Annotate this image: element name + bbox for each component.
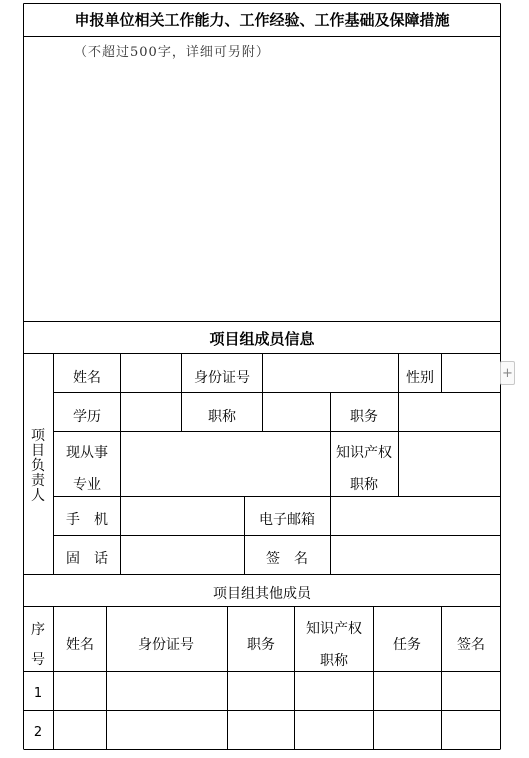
col-position: 职务	[247, 637, 275, 653]
col-signature: 签名	[457, 637, 485, 653]
col-name: 姓名	[66, 637, 94, 653]
leader-name-cell[interactable]	[121, 354, 181, 392]
leader-major-cell[interactable]	[121, 432, 330, 496]
section-title-capability: 申报单位相关工作能力、工作经验、工作基础及保障措施	[74, 11, 450, 29]
section-title-members: 项目组成员信息	[209, 330, 315, 348]
label-name: 姓名	[73, 370, 101, 386]
leader-gender-cell[interactable]	[442, 354, 500, 392]
member-row-cells[interactable]	[54, 672, 500, 710]
label-signature: 签 名	[266, 551, 308, 567]
leader-ip-title-cell[interactable]	[399, 432, 500, 496]
col-ip-line1: 知识产权	[306, 621, 362, 637]
leader-mobile-cell[interactable]	[121, 497, 244, 535]
row-seq: 1	[33, 686, 43, 701]
leader-id-cell[interactable]	[263, 354, 398, 392]
row-seq: 2	[33, 725, 43, 740]
label-gender: 性别	[406, 370, 434, 386]
col-seq-line2: 号	[31, 652, 45, 668]
label-email: 电子邮箱	[259, 512, 315, 528]
col-id-number: 身份证号	[138, 637, 194, 653]
leader-position-cell[interactable]	[399, 393, 500, 431]
leader-title-cell[interactable]	[263, 393, 330, 431]
label-ip-title-line2: 职称	[350, 477, 378, 493]
label-mobile: 手 机	[66, 512, 108, 528]
member-row-cells[interactable]	[54, 711, 500, 749]
label-landline: 固 话	[66, 551, 108, 567]
project-leader-label: 项目负责人	[31, 428, 45, 504]
col-ip-line2: 职称	[320, 653, 348, 669]
label-position: 职务	[350, 409, 378, 425]
leader-email-cell[interactable]	[331, 497, 500, 535]
members-subtitle: 项目组其他成员	[213, 586, 311, 602]
label-title: 职称	[208, 409, 236, 425]
col-seq-line1: 序	[31, 622, 45, 638]
leader-signature-cell[interactable]	[331, 536, 500, 574]
label-major-line2: 专业	[73, 477, 101, 493]
col-task: 任务	[393, 637, 421, 653]
label-ip-title-line1: 知识产权	[336, 445, 392, 461]
word-limit-note: （不超过500字，详细可另附）	[74, 45, 270, 60]
label-education: 学历	[73, 409, 101, 425]
leader-landline-cell[interactable]	[121, 536, 244, 574]
leader-education-cell[interactable]	[121, 393, 181, 431]
label-major-line1: 现从事	[66, 445, 108, 461]
label-id-number: 身份证号	[194, 370, 250, 386]
capability-text-area[interactable]	[25, 66, 499, 319]
add-column-button[interactable]: +	[500, 361, 515, 385]
